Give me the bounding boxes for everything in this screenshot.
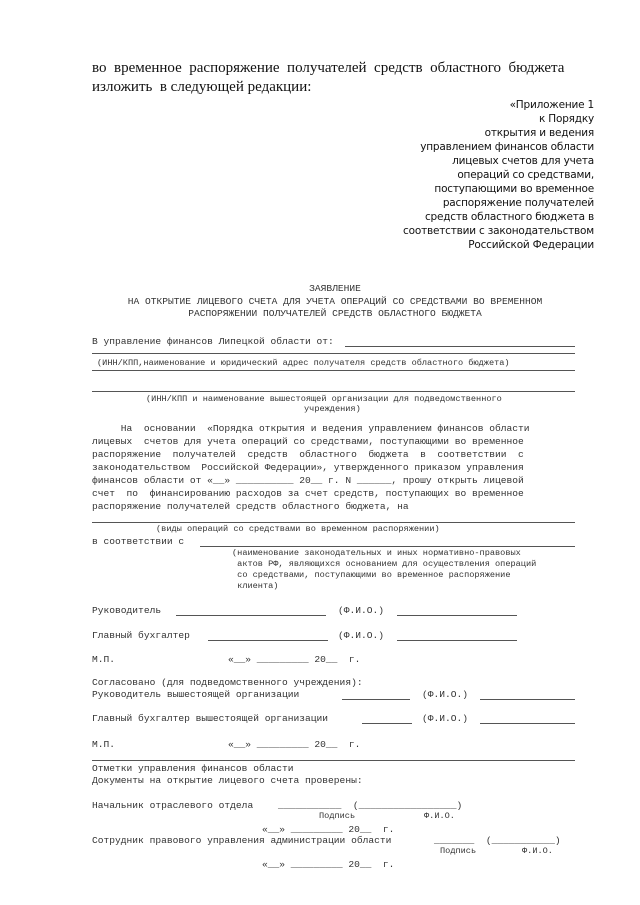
head-fio-label: (Ф.И.О.)	[338, 605, 385, 616]
form-subtitle-2: РАСПОРЯЖЕНИИ ПОЛУЧАТЕЛЕЙ СРЕДСТВ ОБЛАСТНОГО БЮДЖЕТА	[188, 308, 482, 319]
body-line: финансов области от «__» __________ 20__ г. N ______, прошу открыть лицевой	[92, 475, 524, 486]
body-line: распоряжение получателей средств областного бюджета в соответствии с	[92, 449, 524, 460]
separator	[92, 760, 575, 761]
chief-accountant-fio-field	[397, 640, 517, 641]
recipient-field-1	[345, 346, 575, 347]
hint-parent-2: учреждения)	[304, 404, 361, 414]
parent-head-label: Руководитель вышестоящей организации	[92, 689, 300, 700]
to-label: В управление финансов Липецкой области от:	[92, 336, 334, 347]
stamp-label: М.П.	[92, 654, 116, 665]
body-line: На основании «Порядка открытия и ведения управлением финансов области	[92, 423, 530, 434]
head-signature-field	[176, 615, 326, 616]
legal-officer-label: Сотрудник правового управления администрации области	[92, 835, 392, 846]
dept-head-label: Начальник отраслевого отдела	[92, 800, 254, 811]
appendix-line: Российской Федерации	[468, 239, 594, 251]
appendix-line: к Порядку	[539, 113, 594, 125]
parent-accountant-fio-field	[480, 723, 575, 724]
date-field: «__» _________ 20__ г.	[228, 654, 361, 665]
marks-subtitle: Документы на открытие лицевого счета проверены:	[92, 775, 363, 786]
appendix-line: открытия и ведения	[484, 127, 594, 139]
form-title: ЗАЯВЛЕНИЕ	[309, 283, 361, 294]
dept-head-signature: ___________ (_________________)	[278, 800, 463, 811]
acts-field	[200, 546, 575, 547]
appendix-line: управлением финансов области	[420, 141, 594, 153]
intro-line-1: во временное распоряжение получателей средств областного бюджета	[92, 60, 565, 76]
appendix-line: лицевых счетов для учета	[452, 155, 594, 167]
intro-line-2: изложить в следующей редакции:	[92, 79, 312, 95]
body-line: распоряжение получателей средств областного бюджета, на	[92, 501, 409, 512]
parent-accountant-fio-label: (Ф.И.О.)	[422, 713, 469, 724]
marks-title: Отметки управления финансов области	[92, 763, 294, 774]
agreed-title: Согласовано (для подведомственного учреждения):	[92, 677, 363, 688]
parent-accountant-label: Главный бухгалтер вышестоящей организации	[92, 713, 329, 724]
hint-parent-1: (ИНН/КПП и наименование вышестоящей организации для подведомственного	[146, 394, 502, 404]
parent-org-field	[92, 391, 575, 392]
body-line: счет по финансированию расходов за счет средств, поступающих во временное	[92, 488, 524, 499]
legal-officer-fio-caption: Ф.И.О.	[522, 846, 553, 856]
legal-officer-sig-caption: Подпись	[440, 846, 477, 856]
date-field: «__» _________ 20__ г.	[262, 824, 395, 835]
parent-accountant-signature-field	[362, 723, 412, 724]
body-line: лицевых счетов для учета операций со средствами, поступающими во временное	[92, 436, 524, 447]
stamp-label: М.П.	[92, 739, 116, 750]
chief-accountant-fio-label: (Ф.И.О.)	[338, 630, 385, 641]
hint-acts: со средствами, поступающими во временное распоряжение	[232, 570, 511, 580]
hint-operations: (виды операций со средствами во временном распоряжении)	[156, 524, 440, 534]
date-field: «__» _________ 20__ г.	[228, 739, 361, 750]
accordance-label: в соответствии с	[92, 536, 185, 547]
date-field: «__» _________ 20__ г.	[262, 859, 395, 870]
parent-head-signature-field	[342, 699, 410, 700]
hint-acts: клиента)	[232, 581, 279, 591]
dept-head-sig-caption: Подпись	[319, 811, 356, 821]
hint-acts: (наименование законодательных и иных нормативно-правовых	[232, 548, 521, 558]
head-label: Руководитель	[92, 605, 162, 616]
legal-officer-signature: _______ (___________)	[434, 835, 561, 846]
hint-acts: актов РФ, являющихся основанием для осуществления операций	[232, 559, 537, 569]
appendix-line: распоряжение получателей	[442, 197, 594, 209]
parent-head-fio-field	[480, 699, 575, 700]
appendix-line: операций со средствами,	[457, 169, 594, 181]
recipient-field-2	[92, 353, 575, 354]
chief-accountant-signature-field	[208, 640, 328, 641]
chief-accountant-label: Главный бухгалтер	[92, 630, 190, 641]
recipient-field-3	[92, 370, 575, 371]
appendix-line: средств областного бюджета в	[424, 211, 594, 223]
appendix-line: соответствии с законодательством	[403, 225, 594, 237]
operations-field	[92, 522, 575, 523]
form-subtitle-1: НА ОТКРЫТИЕ ЛИЦЕВОГО СЧЕТА ДЛЯ УЧЕТА ОПЕРАЦИЙ СО СРЕДСТВАМИ ВО ВРЕМЕННОМ	[127, 296, 543, 307]
head-fio-field	[397, 615, 517, 616]
hint-recipient: (ИНН/КПП,наименование и юридический адрес получателя средств областного бюджета)	[97, 358, 510, 368]
appendix-line: «Приложение 1	[509, 99, 594, 111]
appendix-line: поступающими во временное	[434, 183, 594, 195]
parent-head-fio-label: (Ф.И.О.)	[422, 689, 469, 700]
body-line: законодательством Российской Федерации», утвержденного приказом управления	[92, 462, 524, 473]
dept-head-fio-caption: Ф.И.О.	[424, 811, 455, 821]
